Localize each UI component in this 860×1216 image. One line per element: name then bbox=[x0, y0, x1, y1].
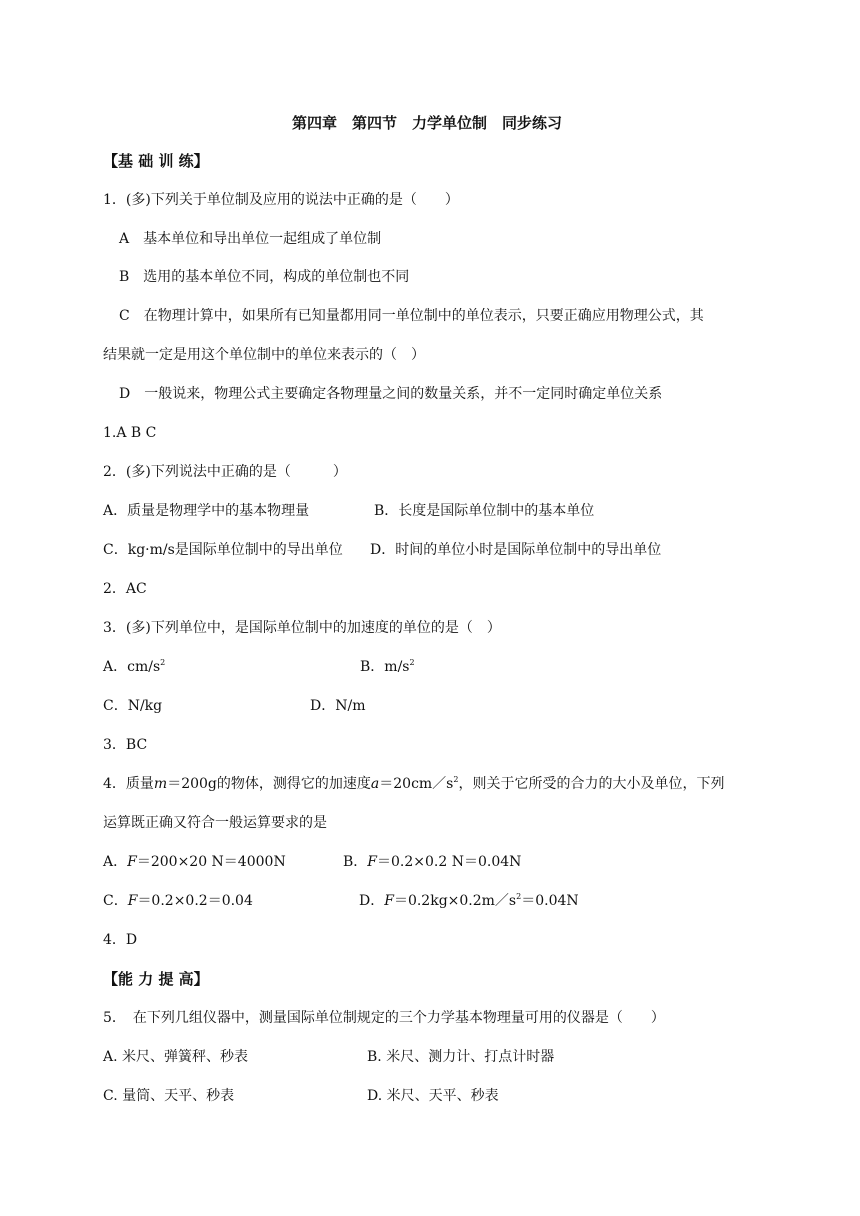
question-5-option-a: A. 米尺、弹簧秤、秒表 bbox=[103, 1049, 249, 1065]
question-1-option-a: A 基本单位和导出单位一起组成了单位制 bbox=[119, 231, 382, 247]
question-5-option-b: B. 米尺、测力计、打点计时器 bbox=[367, 1049, 555, 1065]
option-prefix: A． bbox=[103, 854, 128, 870]
question-4-option-d bbox=[359, 892, 579, 910]
question-5-option-d: D. 米尺、天平、秒表 bbox=[367, 1088, 499, 1104]
section-heading-basic: 【基 础 训 练】 bbox=[103, 152, 209, 170]
question-4-stem-line1 bbox=[103, 775, 724, 793]
q4-stem-part: ＝200g的物体，测得它的加速度 bbox=[167, 776, 371, 792]
option-text: ＝0.2×0.2＝0.04 bbox=[137, 893, 253, 909]
question-5-stem: 5． 在下列几组仪器中，测量国际单位制规定的三个力学基本物理量可用的仪器是（ ） bbox=[103, 1010, 665, 1026]
q4-stem-part: ＝20cm／s bbox=[379, 776, 454, 792]
question-3-option-c: C．N/kg bbox=[103, 698, 163, 714]
question-2-option-b: B．长度是国际单位制中的基本单位 bbox=[374, 503, 595, 519]
question-3-option-b bbox=[360, 658, 415, 676]
question-4-option-c bbox=[103, 892, 253, 910]
question-4-option-a bbox=[103, 853, 286, 871]
q4-stem-part: ，则关于它所受的合力的大小及单位，下列 bbox=[458, 776, 725, 792]
option-text: ＝0.2×0.2 N＝0.04N bbox=[377, 854, 522, 870]
section-heading-advanced: 【能 力 提 高】 bbox=[103, 970, 209, 988]
variable-f: F bbox=[127, 893, 138, 909]
question-4-answer: 4．D bbox=[103, 932, 138, 948]
q4-stem-part: 4．质量 bbox=[103, 776, 154, 792]
question-5-option-c: C. 量筒、天平、秒表 bbox=[103, 1088, 235, 1104]
option-prefix: B． bbox=[343, 854, 368, 870]
superscript-2: 2 bbox=[453, 775, 459, 784]
question-1-option-c-line2: 结果就一定是用这个单位制中的单位来表示的（ ） bbox=[103, 347, 425, 363]
question-4-stem-line2: 运算既正确又符合一般运算要求的是 bbox=[103, 815, 327, 831]
question-2-option-c: C．kg·m/s是国际单位制中的导出单位 bbox=[103, 542, 343, 558]
option-text: ＝200×20 N＝4000N bbox=[136, 854, 286, 870]
question-1-stem: 1．(多)下列关于单位制及应用的说法中正确的是（ ） bbox=[103, 192, 459, 208]
option-prefix: C． bbox=[103, 893, 128, 909]
question-1-option-c-line1: C 在物理计算中，如果所有已知量都用同一单位制中的单位表示，只要正确应用物理公式，其 bbox=[119, 308, 704, 324]
option-text: ＝0.04N bbox=[521, 893, 579, 909]
question-3-stem: 3．(多)下列单位中，是国际单位制中的加速度的单位的是（ ） bbox=[103, 620, 501, 636]
variable-f: F bbox=[367, 854, 378, 870]
superscript-2: 2 bbox=[409, 658, 415, 667]
question-2-stem: 2．(多)下列说法中正确的是（ ） bbox=[103, 464, 347, 480]
variable-f: F bbox=[384, 893, 394, 909]
question-2-answer: 2．AC bbox=[103, 581, 147, 597]
question-1-option-b: B 选用的基本单位不同，构成的单位制也不同 bbox=[119, 269, 410, 285]
superscript-2: 2 bbox=[516, 892, 522, 901]
question-3-option-a bbox=[103, 658, 165, 676]
question-1-answer: 1.A B C bbox=[103, 425, 157, 441]
option-text: ＝0.2kg×0.2m／s bbox=[393, 893, 517, 909]
question-4-option-b bbox=[343, 853, 521, 871]
superscript-2: 2 bbox=[160, 658, 166, 667]
question-2-option-a: A．质量是物理学中的基本物理量 bbox=[103, 503, 310, 519]
question-3-option-a-text: A．cm/s bbox=[103, 659, 161, 675]
option-prefix: D． bbox=[359, 893, 385, 909]
question-3-answer: 3．BC bbox=[103, 737, 148, 753]
question-3-option-d: D．N/m bbox=[310, 698, 366, 714]
question-3-option-b-text: B．m/s bbox=[360, 659, 410, 675]
question-1-option-d: D 一般说来，物理公式主要确定各物理量之间的数量关系，并不一定同时确定单位关系 bbox=[119, 386, 663, 402]
page-title: 第四章 第四节 力学单位制 同步练习 bbox=[292, 114, 563, 132]
variable-m: m bbox=[153, 776, 168, 792]
variable-a: a bbox=[370, 776, 380, 792]
question-2-option-d: D．时间的单位小时是国际单位制中的导出单位 bbox=[370, 542, 662, 558]
variable-f: F bbox=[127, 854, 137, 870]
